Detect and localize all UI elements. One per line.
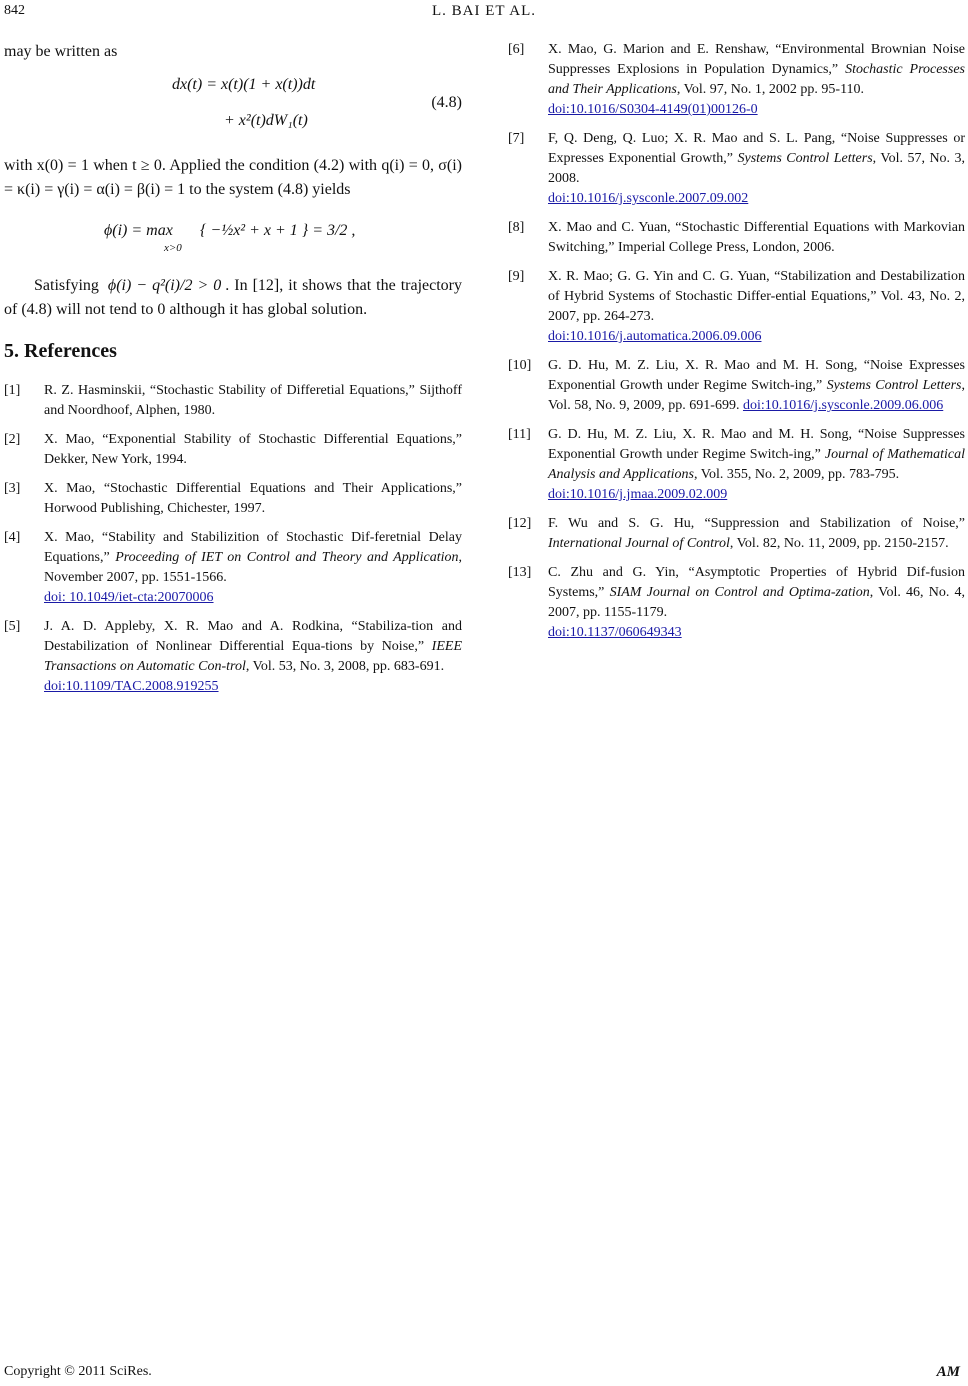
references-left	[4, 381, 462, 697]
reference-number: [10]	[508, 358, 532, 373]
doi-link[interactable]: doi:10.1109/TAC.2008.919255	[44, 679, 219, 694]
doi-link[interactable]: doi: 10.1049/iet-cta:20070006	[44, 590, 214, 605]
equation-4-8-line1: dx(t) = x(t)(1 + x(t))dt	[172, 76, 316, 93]
reference-text: G. D. Hu, M. Z. Liu, X. R. Mao and M. H. Song, “Noise Suppresses Exponential Growth under Regime Switch-ing,”	[548, 427, 965, 462]
reference-journal: Proceeding of IET on Control and Theory and Application	[115, 550, 459, 565]
reference-journal: International Journal of Control	[548, 536, 730, 551]
reference-item	[508, 563, 965, 643]
satisfying-text: . In [12], it shows that the trajectory of (4.8) will not tend to 0 although it has global solution.	[4, 277, 463, 318]
reference-text: J. A. D. Appleby, X. R. Mao and A. Rodkina, “Stabiliza-tion and Destabilization of Nonlinear Differential Equa-tions by Noise,”	[44, 619, 462, 654]
section-title: 5. References	[4, 340, 117, 362]
reference-number: [8]	[508, 220, 525, 235]
reference-journal: IEEE Transactions on Automatic Con-trol	[44, 639, 462, 674]
reference-item	[4, 381, 462, 421]
reference-text: X. Mao, G. Marion and E. Renshaw, “Environmental Brownian Noise Suppresses Explosions in Population Dynamics,”	[548, 42, 965, 77]
reference-text: F, Q. Deng, Q. Luo; X. R. Mao and S. L. Pang, “Noise Suppresses or Expresses Exponential Growth,”	[548, 131, 965, 166]
reference-number: [11]	[508, 427, 531, 442]
reference-text: , Vol. 53, No. 3, 2008, pp. 683-691.	[245, 659, 445, 674]
satisfying-math: ϕ(i) − q²(i)/2 > 0	[107, 277, 222, 294]
reference-number: [12]	[508, 516, 532, 531]
reference-text: , Vol. 97, No. 1, 2002 pp. 95-110.	[676, 82, 865, 97]
reference-item	[508, 514, 965, 554]
reference-text: , Vol. 58, No. 9, 2009, pp. 691-699.	[548, 378, 965, 413]
reference-item	[4, 617, 462, 697]
references-right	[508, 40, 965, 643]
reference-item	[508, 425, 965, 505]
reference-text: , Vol. 82, No. 11, 2009, pp. 2150-2157.	[729, 536, 949, 551]
reference-number: [1]	[4, 383, 21, 398]
doi-link[interactable]: doi:10.1016/S0304-4149(01)00126-0	[548, 102, 758, 117]
page-number: 842	[4, 3, 25, 18]
left-column	[4, 40, 462, 706]
equation-phi-subscript: x>0	[164, 242, 182, 254]
reference-text: X. Mao, “Stability and Stabilizition of Stochastic Dif-feretnial Delay Equations,”	[44, 530, 462, 565]
reference-item	[4, 479, 462, 519]
copyright: Copyright © 2011 SciRes.	[4, 1364, 152, 1379]
equation-phi-lhs: ϕ(i) = max	[104, 222, 173, 239]
equation-4-8	[4, 72, 462, 146]
reference-text: X. Mao, “Exponential Stability of Stochastic Differential Equations,” Dekker, New York, 1994.	[44, 432, 462, 467]
reference-item	[508, 129, 965, 209]
reference-text: X. Mao, “Stochastic Differential Equations and Their Applications,” Horwood Publishing, Chichester, 1997.	[44, 481, 462, 516]
reference-text: X. R. Mao; G. G. Yin and C. G. Yuan, “Stabilization and Destabilization of Hybrid Systems of Stochastic Differ-ential Equations,” Vol. 43, No. 2, 2007, pp. 264-273.	[548, 269, 965, 324]
reference-text: R. Z. Hasminskii, “Stochastic Stability of Differetial Equations,” Sijthoff and Noordhoof, Alphen, 1980.	[44, 383, 462, 418]
running-header: L. BAI ET AL.	[432, 3, 536, 19]
reference-number: [2]	[4, 432, 21, 447]
paragraph-satisfying	[4, 274, 462, 322]
reference-number: [9]	[508, 269, 525, 284]
reference-text: , November 2007, pp. 1551-1566.	[44, 550, 462, 585]
doi-link[interactable]: doi:10.1137/060649343	[548, 625, 682, 640]
reference-text: , Vol. 355, No. 2, 2009, pp. 783-795.	[693, 467, 900, 482]
doi-link[interactable]: doi:10.1016/j.sysconle.2009.06.006	[742, 398, 944, 413]
reference-item	[508, 356, 965, 416]
doi-link[interactable]: doi:10.1016/j.jmaa.2009.02.009	[548, 487, 728, 502]
reference-number: [4]	[4, 530, 21, 545]
reference-number: [6]	[508, 42, 525, 57]
reference-number: [7]	[508, 131, 525, 146]
reference-journal: Systems Control Letters	[737, 151, 873, 166]
reference-text: F. Wu and S. G. Hu, “Suppression and Stabilization of Noise,”	[548, 516, 965, 531]
reference-text: C. Zhu and G. Yin, “Asymptotic Properties of Hybrid Dif-fusion Systems,”	[548, 565, 965, 600]
reference-text: X. Mao and C. Yuan, “Stochastic Differential Equations with Markovian Switching,” Imperial College Press, London, 2006.	[548, 220, 965, 255]
equation-number: (4.8)	[431, 94, 462, 111]
reference-text: , Vol. 46, No. 4, 2007, pp. 1155-1179.	[548, 585, 965, 620]
journal-abbrev: AM	[936, 1364, 960, 1380]
reference-item	[508, 267, 965, 347]
intro-text: may be written as	[4, 43, 118, 60]
reference-journal: SIAM Journal on Control and Optima-zation	[609, 585, 870, 600]
satisfying-label: Satisfying	[34, 277, 99, 294]
equation-phi-body: { −½x² + x + 1 } = 3/2 ,	[200, 222, 356, 239]
reference-number: [5]	[4, 619, 21, 634]
reference-item	[508, 40, 965, 120]
reference-item	[4, 528, 462, 608]
equation-phi	[4, 206, 462, 264]
reference-number: [13]	[508, 565, 532, 580]
reference-number: [3]	[4, 481, 21, 496]
paragraph-condition: with x(0) = 1 when t ≥ 0. Applied the condition (4.2) with q(i) = 0, σ(i) = κ(i) = γ(i) = α(i) = β(i) = 1 to the system (4.8) yields	[4, 157, 462, 198]
doi-link[interactable]: doi:10.1016/j.sysconle.2007.09.002	[548, 191, 749, 206]
reference-text: , Vol. 57, No. 3, 2008.	[548, 151, 966, 186]
reference-journal: Systems Control Letters	[826, 378, 962, 393]
reference-journal: Journal of Mathematical Analysis and Applications	[548, 447, 966, 482]
reference-text: G. D. Hu, M. Z. Liu, X. R. Mao and M. H. Song, “Noise Expresses Exponential Growth under Regime Switch-ing,”	[548, 358, 965, 393]
right-column	[508, 40, 965, 652]
reference-item	[4, 430, 462, 470]
doi-link[interactable]: doi:10.1016/j.automatica.2006.09.006	[548, 329, 762, 344]
reference-journal: Stochastic Processes and Their Applications	[548, 62, 965, 97]
equation-4-8-line2: + x²(t)dW₁(t)	[224, 112, 308, 129]
reference-item	[508, 218, 965, 258]
